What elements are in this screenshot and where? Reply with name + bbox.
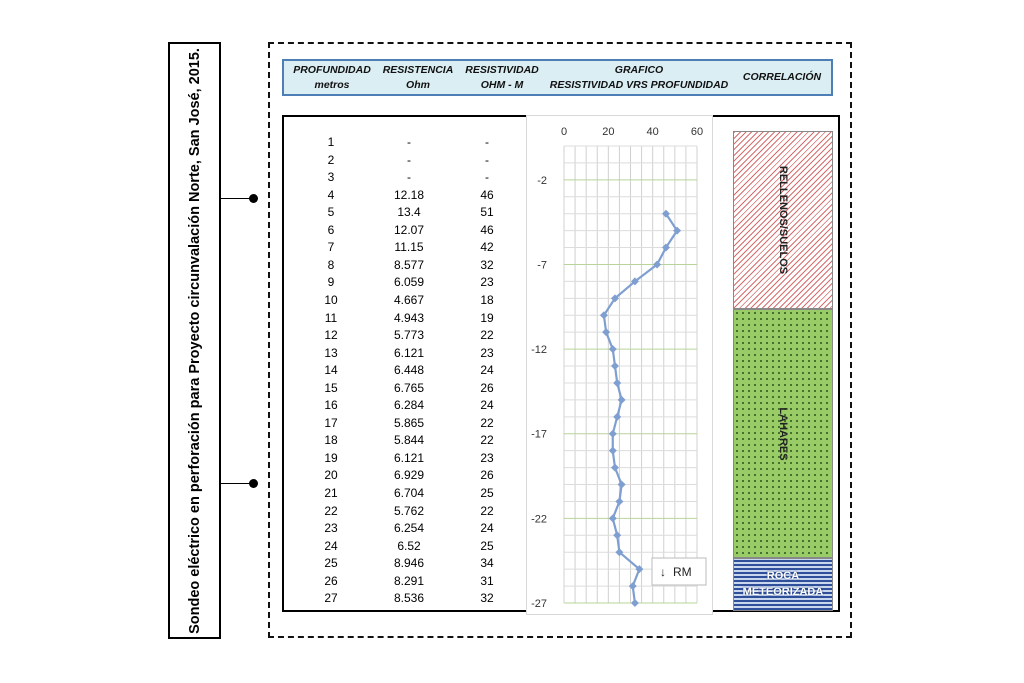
cell-profundidad: 4 [327, 187, 335, 202]
table-row [284, 381, 530, 398]
table-row [284, 170, 530, 187]
cell-resistividad: - [485, 152, 489, 167]
data-point [611, 362, 619, 370]
cell-resistencia: 6.52 [397, 538, 421, 553]
table-row [284, 468, 530, 485]
header-profundidad: PROFUNDIDAD metros [293, 63, 371, 91]
header-resistividad: RESISTIVIDAD OHM - M [465, 63, 539, 91]
cell-profundidad: 11 [324, 310, 338, 325]
cell-resistencia: 4.943 [393, 310, 425, 325]
table-row [284, 153, 530, 170]
cell-resistencia: 8.577 [393, 257, 425, 272]
data-point [629, 582, 637, 590]
cell-resistividad: 26 [480, 468, 494, 483]
cell-resistencia: 11.15 [394, 240, 424, 255]
cell-resistividad: 25 [480, 538, 494, 553]
layer-rellenos-label: RELLENOS/SUELOS [777, 165, 789, 275]
cell-profundidad: 12 [324, 328, 338, 343]
table-row [284, 451, 530, 468]
side-title: Sondeo eléctrico en perforación para Proyecto circunvalación Norte, San José, 2015. [186, 47, 203, 634]
cell-profundidad: 18 [324, 433, 338, 448]
cell-resistencia: 6.254 [393, 521, 425, 536]
data-point [613, 413, 621, 421]
data-point [618, 396, 626, 404]
cell-profundidad: 17 [324, 415, 338, 430]
data-point [631, 599, 639, 607]
data-point [609, 447, 617, 455]
data-point [613, 379, 621, 387]
cell-resistividad: 19 [480, 310, 494, 325]
y-tick-label: -2 [537, 174, 547, 187]
x-tick-label: 40 [646, 126, 659, 138]
table-row [284, 293, 530, 310]
table-row [284, 521, 530, 538]
cell-resistividad: 32 [480, 591, 494, 606]
cell-resistividad: 24 [480, 521, 494, 536]
table-row [284, 205, 530, 222]
cell-resistividad: 18 [480, 292, 494, 307]
table-row [284, 188, 530, 205]
cell-resistividad: 24 [480, 363, 494, 378]
table-row [284, 346, 530, 363]
cell-resistencia: 6.284 [393, 398, 425, 413]
cell-resistencia: 13.4 [397, 205, 421, 220]
table-row [284, 363, 530, 380]
table-row [284, 539, 530, 556]
y-tick-label: -22 [531, 513, 547, 526]
table-row [284, 486, 530, 503]
cell-profundidad: 8 [327, 257, 335, 272]
cell-profundidad: 6 [327, 222, 335, 237]
cell-resistividad: 26 [480, 380, 494, 395]
data-point [615, 497, 623, 505]
cell-resistividad: 51 [480, 205, 494, 220]
data-point [609, 430, 617, 438]
resistivity-chart [527, 116, 714, 616]
table-row [284, 311, 530, 328]
cell-resistencia: 6.929 [393, 468, 425, 483]
resistivity-chart-panel [526, 115, 713, 615]
layer-rellenos-suelos [733, 131, 833, 309]
table-row [284, 328, 530, 345]
cell-profundidad: 22 [324, 503, 338, 518]
cell-resistividad: 46 [480, 222, 494, 237]
data-point [618, 481, 626, 489]
table-row [284, 223, 530, 240]
cell-resistencia: 5.844 [393, 433, 425, 448]
table-row [284, 433, 530, 450]
cell-resistividad: 31 [480, 573, 494, 588]
table-row [284, 275, 530, 292]
layer-lahares-label: LAHARES [777, 406, 789, 461]
cell-profundidad: 26 [324, 573, 338, 588]
cell-profundidad: 19 [324, 450, 338, 465]
cell-profundidad: 15 [324, 380, 338, 395]
cell-resistividad: 23 [480, 450, 494, 465]
cell-resistencia: 6.121 [393, 345, 425, 360]
cell-resistencia: 5.865 [393, 415, 425, 430]
cell-resistencia: 4.667 [393, 292, 425, 307]
cell-resistencia: 6.121 [393, 450, 425, 465]
cell-resistividad: 23 [480, 275, 494, 290]
x-tick-label: 20 [602, 126, 615, 138]
cell-resistividad: 23 [480, 345, 494, 360]
x-tick-label: 0 [560, 126, 568, 138]
table-row [284, 574, 530, 591]
cell-profundidad: 24 [324, 538, 338, 553]
cell-profundidad: 25 [324, 556, 338, 571]
cell-resistividad: 22 [480, 328, 494, 343]
cell-resistencia: 12.07 [393, 222, 425, 237]
data-point [611, 464, 619, 472]
cell-profundidad: 20 [324, 468, 338, 483]
data-table [282, 115, 528, 612]
cell-profundidad: 1 [327, 135, 335, 149]
cell-resistencia: 6.448 [393, 363, 425, 378]
y-tick-label: -12 [531, 344, 547, 357]
cell-profundidad: 14 [324, 363, 338, 378]
cell-profundidad: 9 [327, 275, 335, 290]
data-point [609, 514, 617, 522]
y-tick-label: -7 [537, 259, 547, 272]
cell-resistividad: 46 [480, 187, 494, 202]
cell-resistencia: - [407, 170, 411, 185]
side-title-box [168, 42, 221, 639]
cell-resistividad: 22 [480, 503, 494, 518]
layer-lahares [733, 309, 833, 558]
cell-profundidad: 13 [324, 345, 338, 360]
table-row [284, 240, 530, 257]
cell-resistividad: 32 [480, 257, 494, 272]
cell-resistencia: 12.18 [393, 187, 425, 202]
connector-dot-bottom [249, 479, 258, 488]
data-point [602, 328, 610, 336]
x-tick-label: 60 [690, 126, 704, 138]
cell-resistencia: 8.291 [393, 573, 425, 588]
cell-profundidad: 5 [327, 205, 335, 220]
header-correlacion: CORRELACIÓN [742, 71, 822, 83]
layer-roca-meteorizada [733, 558, 833, 611]
cell-resistencia: - [407, 135, 411, 149]
cell-resistencia: 6.765 [393, 380, 425, 395]
cell-resistividad: 42 [480, 240, 494, 255]
table-row [284, 556, 530, 573]
header-resistencia: RESISTENCIA Ohm [382, 63, 454, 91]
table-row [284, 258, 530, 275]
layer-roca-label: ROCA METEORIZADA [742, 570, 824, 598]
cell-resistividad: 25 [480, 486, 494, 500]
cell-resistencia: 5.773 [393, 328, 425, 343]
cell-profundidad: 10 [324, 292, 338, 307]
cell-profundidad: 16 [324, 398, 338, 413]
cell-profundidad: 3 [327, 170, 335, 185]
cell-profundidad: 21 [324, 486, 338, 500]
cell-resistividad: 34 [480, 556, 494, 571]
cell-resistividad: 24 [480, 398, 494, 413]
cell-profundidad: 7 [327, 240, 335, 255]
cell-resistencia: - [407, 152, 411, 167]
cell-profundidad: 23 [324, 521, 338, 536]
table-row [284, 591, 530, 608]
data-point [613, 531, 621, 539]
table-row [284, 416, 530, 433]
y-tick-label: -27 [531, 598, 547, 610]
table-row [284, 504, 530, 521]
cell-resistencia: 6.059 [393, 275, 425, 290]
cell-resistividad: - [485, 170, 489, 185]
legend-arrow-icon: ↓ [660, 565, 666, 579]
cell-profundidad: 2 [327, 152, 335, 167]
cell-resistividad: 22 [480, 433, 494, 448]
series-line-rm [604, 214, 677, 603]
data-point [609, 345, 617, 353]
cell-resistencia: 8.946 [393, 556, 425, 571]
connector-dot-top [249, 194, 258, 203]
cell-resistencia: 5.762 [393, 503, 425, 518]
cell-profundidad: 27 [324, 591, 338, 606]
legend-label: RM [673, 565, 692, 579]
cell-resistencia: 6.704 [393, 486, 425, 500]
table-row [284, 135, 530, 152]
cell-resistividad: 22 [480, 415, 494, 430]
cell-resistividad: - [485, 135, 489, 149]
cell-resistencia: 8.536 [393, 591, 425, 606]
table-header [282, 59, 833, 96]
header-grafico: GRAFICO RESISTIVIDAD VRS PROFUNDIDAD [549, 63, 729, 91]
y-tick-label: -17 [531, 428, 547, 441]
table-row [284, 398, 530, 415]
